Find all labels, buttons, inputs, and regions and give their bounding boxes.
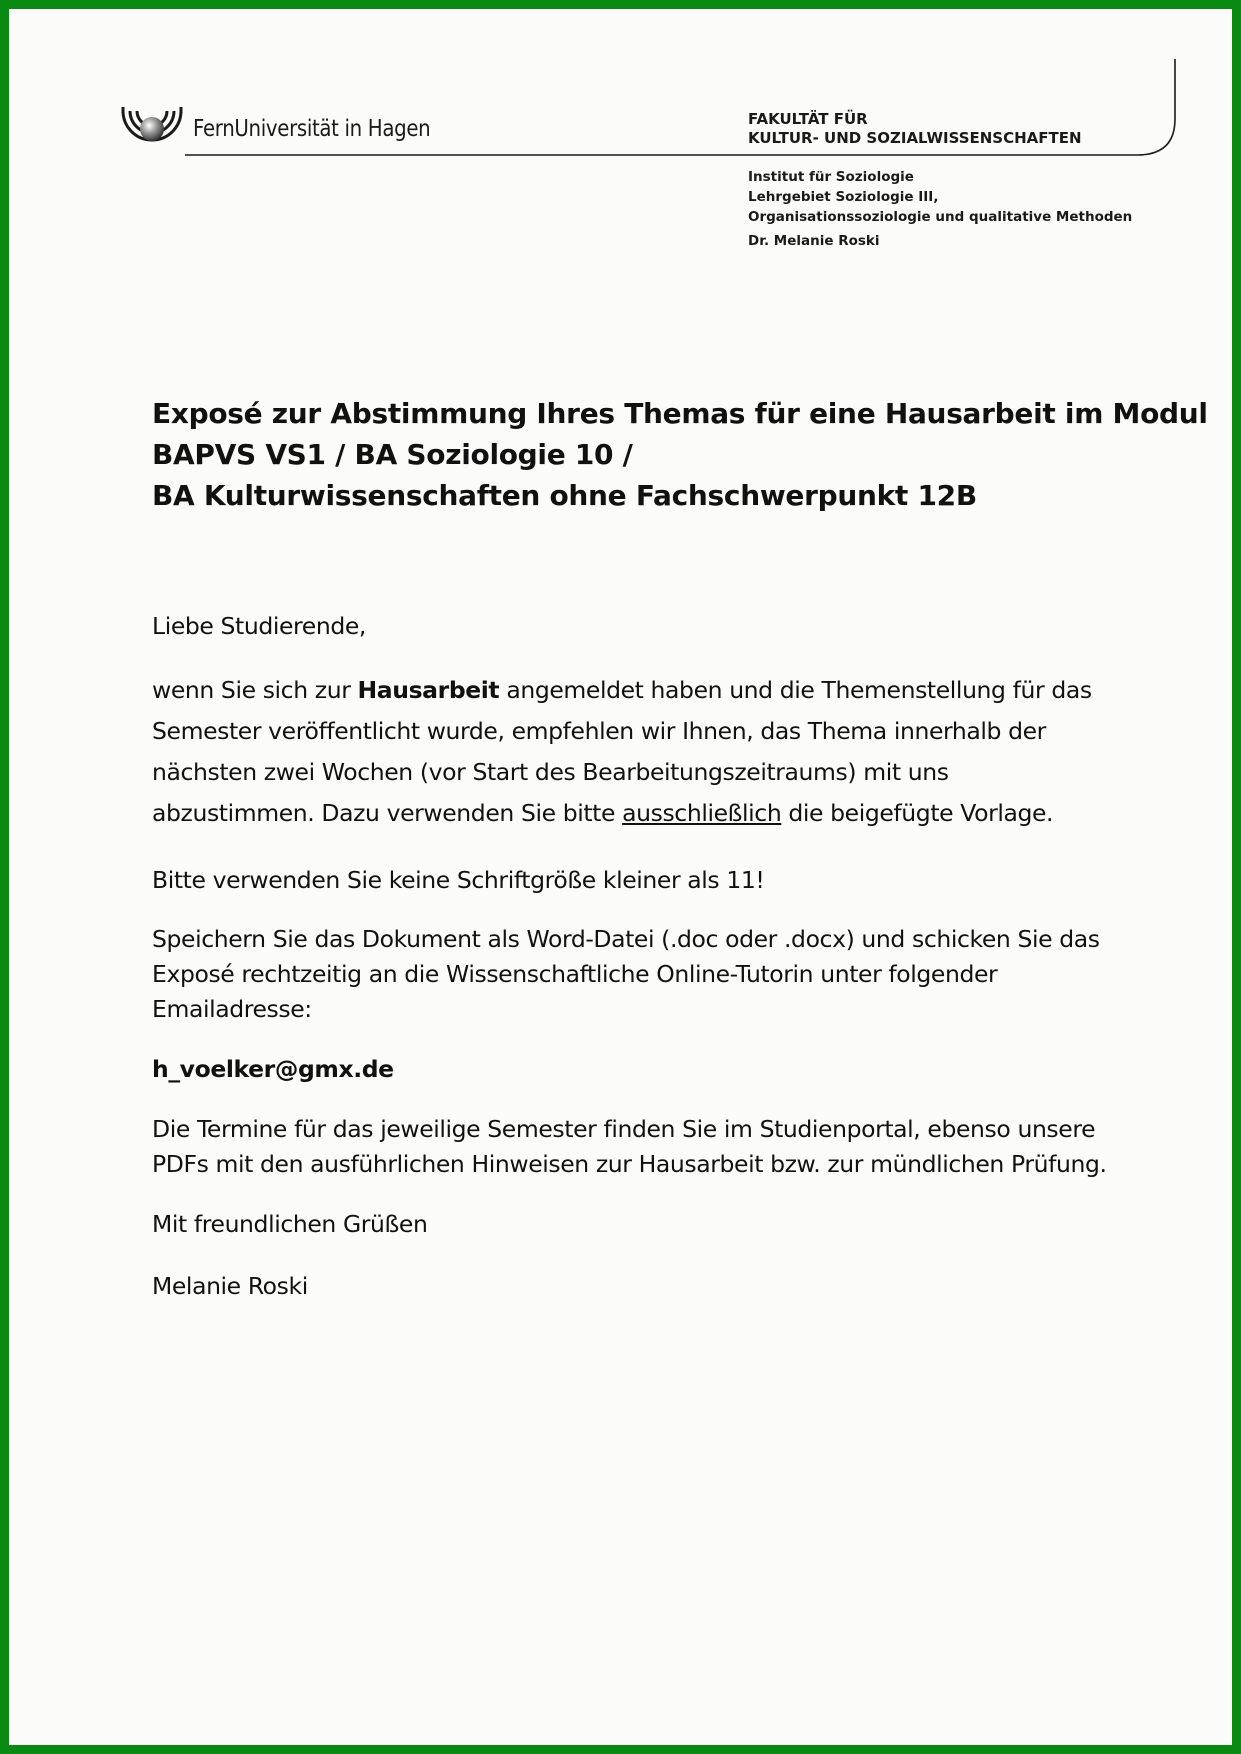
intro-bold-term: Hausarbeit (357, 676, 500, 704)
faculty-line-2: KULTUR- UND SOZIALWISSENSCHAFTEN (748, 129, 1082, 147)
institute-line-1: Institut für Soziologie (748, 169, 914, 185)
institute-line-2: Lehrgebiet Soziologie III, (748, 189, 939, 205)
institute-line-3: Organisationssoziologie und qualitative Methoden (748, 209, 1133, 225)
institute-block (748, 167, 1132, 251)
intro-line-4-rest: die beigefügte Vorlage. (781, 799, 1054, 827)
greeting: Liebe Studierende, (152, 612, 366, 640)
intro-line-4-text: abzustimmen. Dazu verwenden Sie bitte (152, 799, 623, 827)
signature: Melanie Roski (152, 1272, 308, 1300)
faculty-heading (748, 110, 1082, 148)
faculty-line-1: FAKULTÄT FÜR (748, 110, 868, 128)
intro-text: wenn Sie sich zur (152, 676, 358, 704)
closing-regards: Mit freundlichen Grüßen (152, 1210, 428, 1238)
title-line-1: Exposé zur Abstimmung Ihres Themas für eine Hausarbeit im Modul (152, 397, 1208, 430)
underlined-emphasis: ausschließlich (622, 799, 782, 827)
save-line-3: Emailadresse: (152, 995, 312, 1023)
institute-author: Dr. Melanie Roski (748, 233, 880, 249)
intro-line-2: Semester veröffentlicht wurde, empfehlen wir Ihnen, das Thema innerhalb der (152, 717, 1046, 745)
intro-line-4 (152, 793, 1092, 834)
contact-email: h_voelker@gmx.de (152, 1055, 394, 1083)
intro-line-1 (152, 670, 1092, 711)
save-paragraph (152, 922, 1100, 1027)
intro-line-3: nächsten zwei Wochen (vor Start des Bearbeitungszeitraums) mit uns (152, 758, 949, 786)
dates-line-2: PDFs mit den ausführlichen Hinweisen zur Hausarbeit bzw. zur mündlichen Prüfung. (152, 1150, 1107, 1178)
dates-line-1: Die Termine für das jeweilige Semester finden Sie im Studienportal, ebenso unsere (152, 1115, 1096, 1143)
intro-text-rest: angemeldet haben und die Themenstellung für das (499, 676, 1092, 704)
title-line-3: BA Kulturwissenschaften ohne Fachschwerpunkt 12B (152, 479, 977, 512)
intro-paragraph (152, 670, 1092, 834)
university-logo-icon (119, 105, 185, 167)
dates-paragraph (152, 1112, 1107, 1182)
save-line-1: Speichern Sie das Dokument als Word-Datei (.doc oder .docx) und schicken Sie das (152, 925, 1100, 953)
title-line-2: BAPVS VS1 / BA Soziologie 10 / (152, 438, 633, 471)
font-size-note: Bitte verwenden Sie keine Schriftgröße kleiner als 11! (152, 866, 765, 894)
document-title (152, 393, 1208, 516)
save-line-2: Exposé rechtzeitig an die Wissenschaftliche Online-Tutorin unter folgender (152, 960, 998, 988)
university-name: FernUniversität in Hagen (193, 116, 431, 142)
